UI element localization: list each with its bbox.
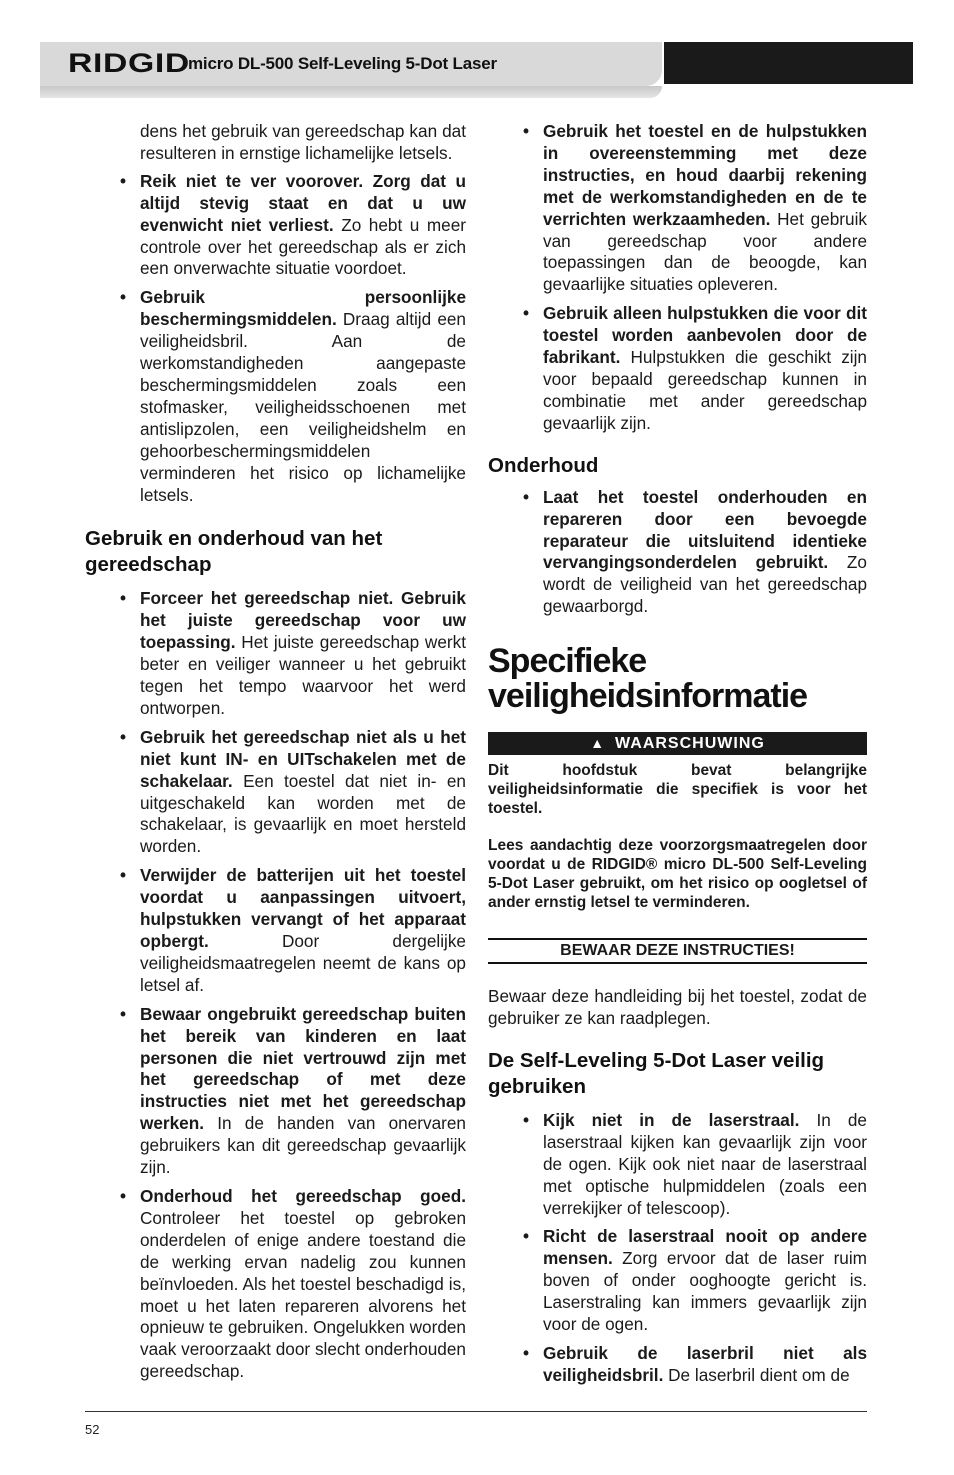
warning-banner bbox=[488, 732, 867, 755]
section-heading-laser: De Self-Leveling 5-Dot Laser veilig gebruiken bbox=[488, 1048, 825, 1098]
bullet-text: Zo wordt de veiligheid van het gereedschap gewaarborgd. bbox=[543, 552, 867, 617]
bullet-text: Controleer het toestel op gebroken onderdelen of enige andere toestand die de werking ervan nadelig zou kunnen beïnvloeden. Als het toestel beschadigd is, moet u het laten repareren alvorens het opnieuw te gebruiken. Ongelukken worden vaak veroorzaakt door slecht onderhouden gereedschap. bbox=[140, 1207, 466, 1382]
bullet-text: In de laserstraal kijken kan gevaarlijk zijn voor de ogen. Kijk ook niet naar de laserstraal met optische hulpmiddelen (zoals een verrekijker of telescoop). bbox=[543, 1109, 867, 1218]
chapter-title: Specifieke veiligheidsinformatie bbox=[488, 642, 808, 716]
list-item bbox=[488, 121, 867, 296]
bullet-icon: • bbox=[120, 170, 127, 191]
bullet-bold-text: Onderhoud het gereedschap goed. bbox=[140, 1185, 466, 1206]
ridgid-logo: RIDGID bbox=[68, 48, 190, 78]
bullet-icon: • bbox=[523, 1226, 530, 1247]
list-item bbox=[85, 727, 466, 858]
bullet-bold-text: Gebruik persoonlijke beschermingsmiddelen. bbox=[140, 287, 466, 330]
list-item bbox=[85, 171, 466, 281]
bullet-icon: • bbox=[523, 1343, 530, 1363]
warning-label: WAARSCHUWING bbox=[615, 735, 765, 753]
bullet-list-4 bbox=[488, 487, 867, 618]
bullet-icon: • bbox=[120, 287, 127, 308]
bullet-list-3 bbox=[488, 121, 867, 435]
list-item bbox=[488, 303, 867, 434]
bullet-bold-text: Laat het toestel onderhouden en repareren door een bevoegde reparateur die uitsluitend identieke vervangingsonderdelen gebruikt. bbox=[543, 486, 867, 573]
bullet-text: Het juiste gereedschap werkt beter en veiliger wanneer u het gebruikt tegen het tempo waarvoor het werd ontworpen. bbox=[140, 632, 466, 718]
bullet-bold-text: Gebruik het toestel en de hulpstukken in overeenstemming met deze instructies, en houd daarbij rekening met de werkomstandigheden en de te verrichten werkzaamheden. bbox=[543, 121, 867, 229]
list-item bbox=[488, 487, 867, 618]
save-instructions-banner: BEWAAR DEZE INSTRUCTIES! bbox=[488, 938, 867, 964]
bullet-icon: • bbox=[120, 1185, 127, 1206]
bullet-bold-text: Gebruik het gereedschap niet als u het niet kunt IN- en UITschakelen met de schakelaar. bbox=[140, 726, 466, 791]
bullet-icon: • bbox=[523, 1109, 530, 1130]
bullet-text: Draag altijd een veiligheidsbril. Aan de werkomstandigheden aangepaste beschermingsmiddelen zoals een stofmasker, veiligheidsschoenen met antislipzolen, een veiligheidshelm en gehoorbeschermingsmiddelen verminderen het risico op lichamelijke letsels. bbox=[140, 309, 466, 505]
page-number: 52 bbox=[85, 1422, 100, 1437]
bullet-icon: • bbox=[120, 865, 127, 886]
bullet-bold-text: Gebruik de laserbril niet als veiligheidsbril. bbox=[543, 1343, 867, 1385]
body-text: Bewaar deze handleiding bij het toestel, zodat de gebruiker ze kan raadplegen. bbox=[488, 986, 867, 1029]
header-title: micro DL-500 Self-Leveling 5-Dot Laser bbox=[188, 54, 497, 73]
left-column bbox=[85, 121, 466, 1390]
bullet-text: Hulpstukken die geschikt zijn voor bepaald gereedschap kunnen in combinatie met ander gereedschap gevaarlijk zijn. bbox=[543, 347, 867, 433]
bullet-text: Zo hebt u meer controle over het gereedschap als er zich een onverwachte situatie voordoet. bbox=[140, 214, 467, 279]
warning-triangle-icon: ▲ bbox=[590, 735, 606, 752]
bullet-icon: • bbox=[120, 588, 127, 609]
footer-rule bbox=[85, 1411, 867, 1412]
bullet-text: Het gebruik van gereedschap voor andere toepassingen dan de beoogde, kan gevaarlijke situaties opleveren. bbox=[543, 208, 867, 295]
bullet-bold-text: Verwijder de batterijen uit het toestel voordat u aanpassingen uitvoert, hulpstukken vervangt of het apparaat opbergt. bbox=[140, 865, 466, 951]
bullet-bold-text: Bewaar ongebruikt gereedschap buiten het bereik van kinderen en laat personen die niet vertrouwd zijn met het gereedschap of met deze instructies niet met het gereedschap werken. bbox=[140, 1003, 466, 1134]
list-item bbox=[85, 1004, 466, 1179]
bullet-bold-text: Kijk niet in de laserstraal. bbox=[543, 1109, 800, 1130]
bullet-icon: • bbox=[523, 121, 530, 141]
bullet-bold-text: Forceer het gereedschap niet. Gebruik het juiste gereedschap voor uw toepassing. bbox=[140, 588, 466, 653]
list-item bbox=[85, 865, 466, 996]
bullet-text: Door dergelijke veiligheidsmaatregelen neemt de kans op letsel af. bbox=[140, 931, 466, 995]
header-shadow bbox=[40, 86, 662, 98]
bullet-bold-text: Gebruik alleen hulpstukken die voor dit toestel worden aanbevolen door de fabrikant. bbox=[543, 303, 867, 368]
bullet-text: Een toestel dat niet in- en uitgeschakeld kan worden met de schakelaar, is gevaarlijk en moet hersteld worden. bbox=[140, 770, 466, 857]
bullet-bold-text: Richt de laserstraal nooit op andere mensen. bbox=[543, 1226, 867, 1269]
bullet-icon: • bbox=[523, 303, 530, 324]
page-header bbox=[40, 42, 913, 98]
warning-text-1: Dit hoofdstuk bevat belangrijke veiligheidsinformatie die specifiek is voor het toestel. bbox=[488, 762, 867, 818]
bullet-text: De laserbril dient om de bbox=[663, 1364, 850, 1385]
bullet-bold-text: Reik niet te ver voorover. Zorg dat u altijd stevig staat en dat u uw evenwicht niet verliest. bbox=[140, 170, 466, 235]
bullet-list-2 bbox=[85, 588, 466, 1383]
bullet-icon: • bbox=[523, 486, 530, 507]
list-item bbox=[488, 1110, 867, 1220]
section-heading-gebruik: Gebruik en onderhoud van het gereedschap bbox=[85, 527, 383, 577]
list-item bbox=[85, 1186, 466, 1383]
warning-text-2: Lees aandachtig deze voorzorgsmaatregelen door voordat u de RIDGID® micro DL-500 Self-Leveling 5-Dot Laser gebruikt, om het risico op oogletsel of ander ernstig letsel te verminderen. bbox=[488, 837, 867, 912]
list-item bbox=[488, 1343, 867, 1387]
continued-text: dens het gebruik van gereedschap kan dat resulteren in ernstige lichamelijke letsels. bbox=[140, 121, 466, 163]
bullet-icon: • bbox=[120, 726, 127, 747]
bullet-text: In de handen van onervaren gebruikers kan dit gereedschap gevaarlijk zijn. bbox=[140, 1113, 466, 1178]
bullet-text: Zorg ervoor dat de laser ruim boven of onder ooghoogte gericht is. Laserstraling kan immers gevaarlijk zijn voor de ogen. bbox=[543, 1248, 867, 1335]
bullet-icon: • bbox=[120, 1003, 127, 1024]
right-column bbox=[488, 121, 867, 1394]
header-black-band bbox=[664, 42, 913, 84]
section-heading-onderhoud: Onderhoud bbox=[488, 453, 599, 477]
bullet-list-1 bbox=[85, 171, 466, 507]
bullet-list-5 bbox=[488, 1110, 867, 1387]
list-item bbox=[85, 287, 466, 506]
list-item bbox=[488, 1226, 867, 1336]
list-item bbox=[85, 588, 466, 719]
